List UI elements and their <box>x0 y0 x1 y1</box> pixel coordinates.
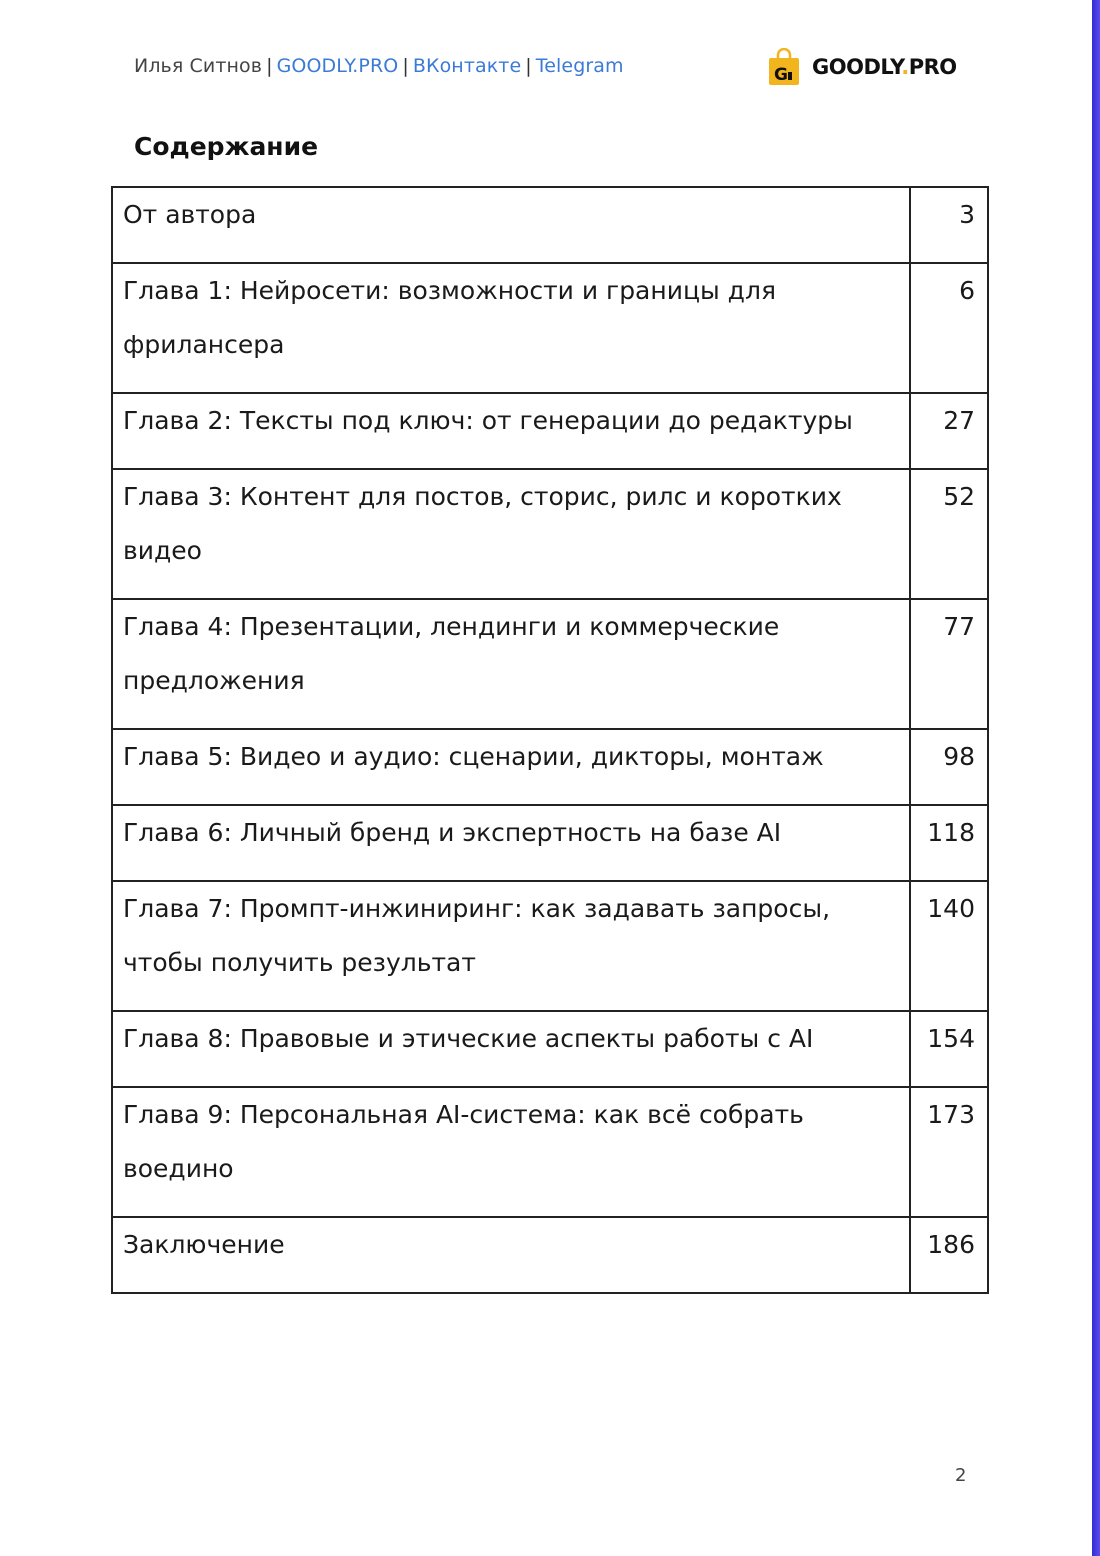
toc-entry-page: 27 <box>910 393 988 469</box>
toc-entry-page: 3 <box>910 187 988 263</box>
table-row <box>112 1217 988 1293</box>
telegram-link[interactable]: Telegram <box>535 55 624 77</box>
logo-text-main: GOODLY <box>812 55 902 79</box>
toc-entry-title: Глава 9: Персональная AI-система: как всё собрать воедино <box>112 1087 910 1217</box>
toc-entry-title: Глава 2: Тексты под ключ: от генерации до редактуры <box>112 393 910 469</box>
goodly-logo <box>768 48 957 86</box>
table-row <box>112 263 988 393</box>
table-of-contents <box>111 186 989 1294</box>
toc-entry-title: Глава 4: Презентации, лендинги и коммерческие предложения <box>112 599 910 729</box>
toc-entry-page: 118 <box>910 805 988 881</box>
svg-text:G: G <box>774 65 788 85</box>
toc-entry-page: 98 <box>910 729 988 805</box>
logo-text-suffix: PRO <box>908 55 957 79</box>
toc-entry-page: 77 <box>910 599 988 729</box>
page-number: 2 <box>955 1465 967 1486</box>
table-row <box>112 187 988 263</box>
page-title: Содержание <box>134 132 319 161</box>
toc-entry-page: 6 <box>910 263 988 393</box>
logo-text-dot: . <box>901 55 909 79</box>
goodly-link[interactable]: GOODLY.PRO <box>276 55 399 77</box>
toc-entry-page: 140 <box>910 881 988 1011</box>
toc-entry-page: 154 <box>910 1011 988 1087</box>
header-separator: | <box>266 55 273 77</box>
toc-entry-page: 186 <box>910 1217 988 1293</box>
toc-entry-title: Глава 5: Видео и аудио: сценарии, дикторы, монтаж <box>112 729 910 805</box>
vk-link[interactable]: ВКонтакте <box>412 55 522 77</box>
table-row <box>112 469 988 599</box>
header-separator: | <box>402 55 409 77</box>
toc-entry-title: Глава 6: Личный бренд и экспертность на базе AI <box>112 805 910 881</box>
table-row <box>112 881 988 1011</box>
header-separator: | <box>525 55 532 77</box>
header-line <box>134 55 624 77</box>
shopping-bag-logo-icon <box>768 48 800 86</box>
toc-entry-title: Глава 7: Промпт-инжиниринг: как задавать запросы, чтобы получить результат <box>112 881 910 1011</box>
author-name: Илья Ситнов <box>134 55 263 77</box>
toc-entry-title: От автора <box>112 187 910 263</box>
toc-entry-page: 52 <box>910 469 988 599</box>
table-row <box>112 393 988 469</box>
logo-wordmark <box>812 55 957 79</box>
table-row <box>112 599 988 729</box>
toc-entry-title: Глава 3: Контент для постов, сторис, рилс и коротких видео <box>112 469 910 599</box>
toc-entry-title: Глава 1: Нейросети: возможности и границы для фрилансера <box>112 263 910 393</box>
table-row <box>112 1011 988 1087</box>
toc-entry-page: 173 <box>910 1087 988 1217</box>
table-row <box>112 1087 988 1217</box>
toc-entry-title: Глава 8: Правовые и этические аспекты работы с AI <box>112 1011 910 1087</box>
toc-entry-title: Заключение <box>112 1217 910 1293</box>
table-row <box>112 729 988 805</box>
table-row <box>112 805 988 881</box>
page-edge-accent-bar <box>1092 0 1100 1556</box>
